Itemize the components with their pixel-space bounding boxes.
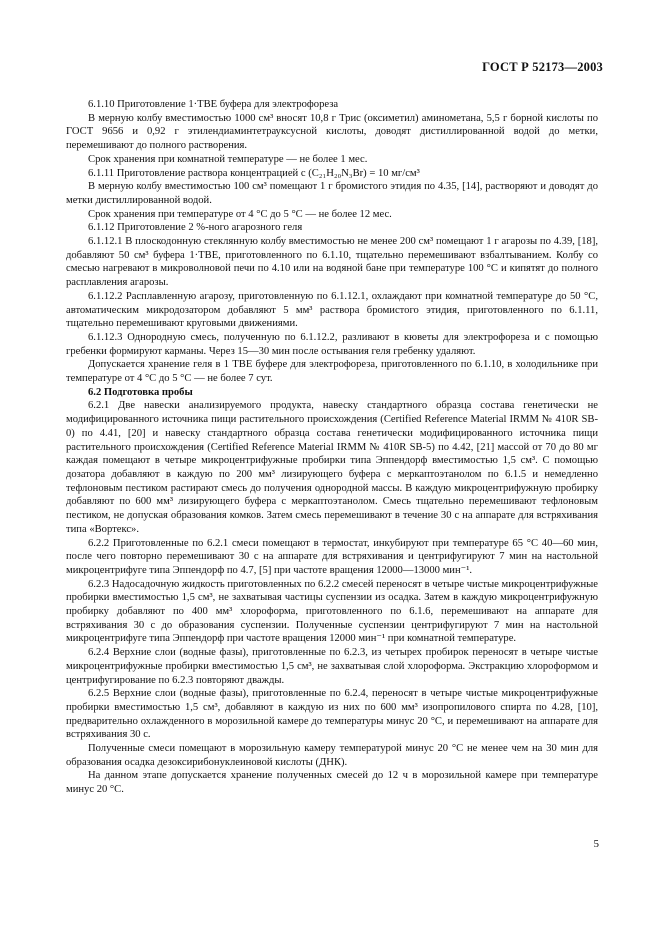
section-heading-6-1-12: 6.1.12 Приготовление 2 %-ного агарозного геля [88, 222, 303, 234]
paragraph: 6.1.12.2 Расплавленную агарозу, приготовленную по 6.1.12.1, охлаждают при комнатной температуре до 50 °С, автоматическим микродозатором добавляют 5 мм³ раствора бромистого этидия, приготовленного по 6.1.11, тщательно перемешивают круговыми движениями. [66, 290, 598, 330]
document-body [66, 98, 598, 797]
section-heading-6-2: 6.2 Подготовка пробы [88, 386, 193, 398]
paragraph: 6.1.12.3 Однородную смесь, полученную по 6.1.12.2, разливают в кюветы для электрофореза и с помощью гребенки формируют карманы. Через 15—30 мин после остывания геля гребенку удаляют. [66, 331, 598, 357]
paragraph: В мерную колбу вместимостью 100 см³ помещают 1 г бромистого этидия по 4.35, [14], растворяют и доводят до метки дистиллированной водой. [66, 181, 598, 206]
paragraph: 6.2.2 Приготовленные по 6.2.1 смеси помещают в термостат, инкубируют при температуре 65 °С 40—60 мин, после чего повторно перемешивают 30 с на аппарате для встряхивания и центрифугируют 7 мин на настольной микроцентрифуге типа Эппендорф по 4.7, [5] при частоте вращения 12000—13000 мин⁻¹. [66, 537, 598, 576]
paragraph: 6.2.5 Верхние слои (водные фазы), приготовленные по 6.2.4, переносят в четыре чистые микроцентрифужные пробирки вместимостью 1,5 см³, добавляют в каждую из них по 600 мм³ изопропилового спирта по 4.28, [10], предварительно охлажденного в морозильной камере до температуры минус 20 °С, и перемешивают на аппарате для встряхивания 30 с. [66, 688, 598, 741]
page-number: 5 [593, 838, 599, 850]
paragraph: Срок хранения при температуре от 4 °С до 5 °С — не более 12 мес. [88, 208, 392, 220]
paragraph: Срок хранения при комнатной температуре — не более 1 мес. [88, 153, 368, 165]
paragraph: 6.2.3 Надосадочную жидкость приготовленных по 6.2.2 смесей переносят в четыре чистые микроцентрифужные пробирки вместимостью 1,5 см³, не захватывая частицы суспензии из осадка. Затем в каждую микроцентрифужную пробирку добавляют по 400 мм³ хлороформа, приготовленного по 6.1.6, перемешивают на аппарате для встряхивания 30 с до образования суспензии. Полученные суспензии центрифугируют 7 мин на настольной микроцентрифуге типа Эппендорф при частоте вращения 12000 мин⁻¹ при комнатной температуре. [66, 578, 598, 645]
paragraph: Полученные смеси помещают в морозильную камеру температурой минус 20 °С не менее чем на 30 мин для образования осадка дезоксирибонуклеиновой кислоты (ДНК). [66, 743, 598, 768]
section-heading-6-1-10: 6.1.10 Приготовление 1·TBE буфера для электрофореза [88, 99, 339, 110]
standard-header: ГОСТ Р 52173—2003 [482, 60, 603, 74]
paragraph: В мерную колбу вместимостью 1000 см³ вносят 10,8 г Трис (оксиметил) аминометана, 5,5 г борной кислоты по ГОСТ 9656 и 0,92 г этилендиаминтетрауксусной кислоты, доводят дистиллированной водой до метки, перемешивают до полного растворения. [66, 112, 598, 152]
paragraph: 6.1.12.1 В плоскодонную стеклянную колбу вместимостью не менее 200 см³ помещают 1 г агарозы по 4.39, [18], добавляют 50 см³ буфера 1·TBE, приготовленного по 6.1.10, тщательно перемешивают взбалтыванием. Колбу со смесью нагревают в микроволновой печи по 4.10 или на водяной бане при температуре 100 °С и кипятят до полного расплавления агарозы. [66, 236, 598, 289]
section-heading-6-1-11: 6.1.11 Приготовление раствора концентрацией c (C₂₁H₂₀N₃Br) = 10 мг/см³ [88, 167, 420, 179]
paragraph: Допускается хранение геля в 1 TBE буфере для электрофореза, приготовленного по 6.1.10, в холодильнике при температуре от 4 °С до 5 °С — не более 7 сут. [66, 359, 598, 385]
paragraph: 6.2.4 Верхние слои (водные фазы), приготовленные по 6.2.3, из четырех пробирок переносят в четыре чистые микроцентрифужные пробирки вместимостью 1,5 см³, не захватывая слой хлороформа. Экстракцию хлороформом и центрифугирование по 6.2.3 повторяют дважды. [66, 647, 598, 686]
paragraph: На данном этапе допускается хранение полученных смесей до 12 ч в морозильной камере при температуре минус 20 °С. [66, 770, 598, 796]
paragraph: 6.2.1 Две навески анализируемого продукта, навеску стандартного образца состава генетически не модифицированного источника пищи растительного происхождения (Certified Reference Material IRMM № 410R SB-0) по 4.41, [20] и навеску стандартного образца состава генетически модифицированного источника пищи растительного происхождения (Certified Reference Material IRMM № 410R SB-5) по 4.42, [21] массой от 70 до 80 мг каждая помещают в четыре микроцентрифужные пробирки типа Эппендорф вместимостью 1,5 см³. С помощью дозатора добавляют в каждую по 200 мм³ лизирующего буфера с меркаптоэтанолом по 6.1.5 и немедленно тефлоновым пестиком растирают смесь до получения однородной массы. В каждую микроцентрифужную пробирку добавляют по 600 мм³ лизирующего буфера с меркаптоэтанолом. Смесь тщательно перемешивают тефлоновым пестиком, не допуская образования комков. Затем смесь перемешивают в течение 30 с на аппарате для встряхивания типа «Вортекс». [66, 400, 598, 535]
